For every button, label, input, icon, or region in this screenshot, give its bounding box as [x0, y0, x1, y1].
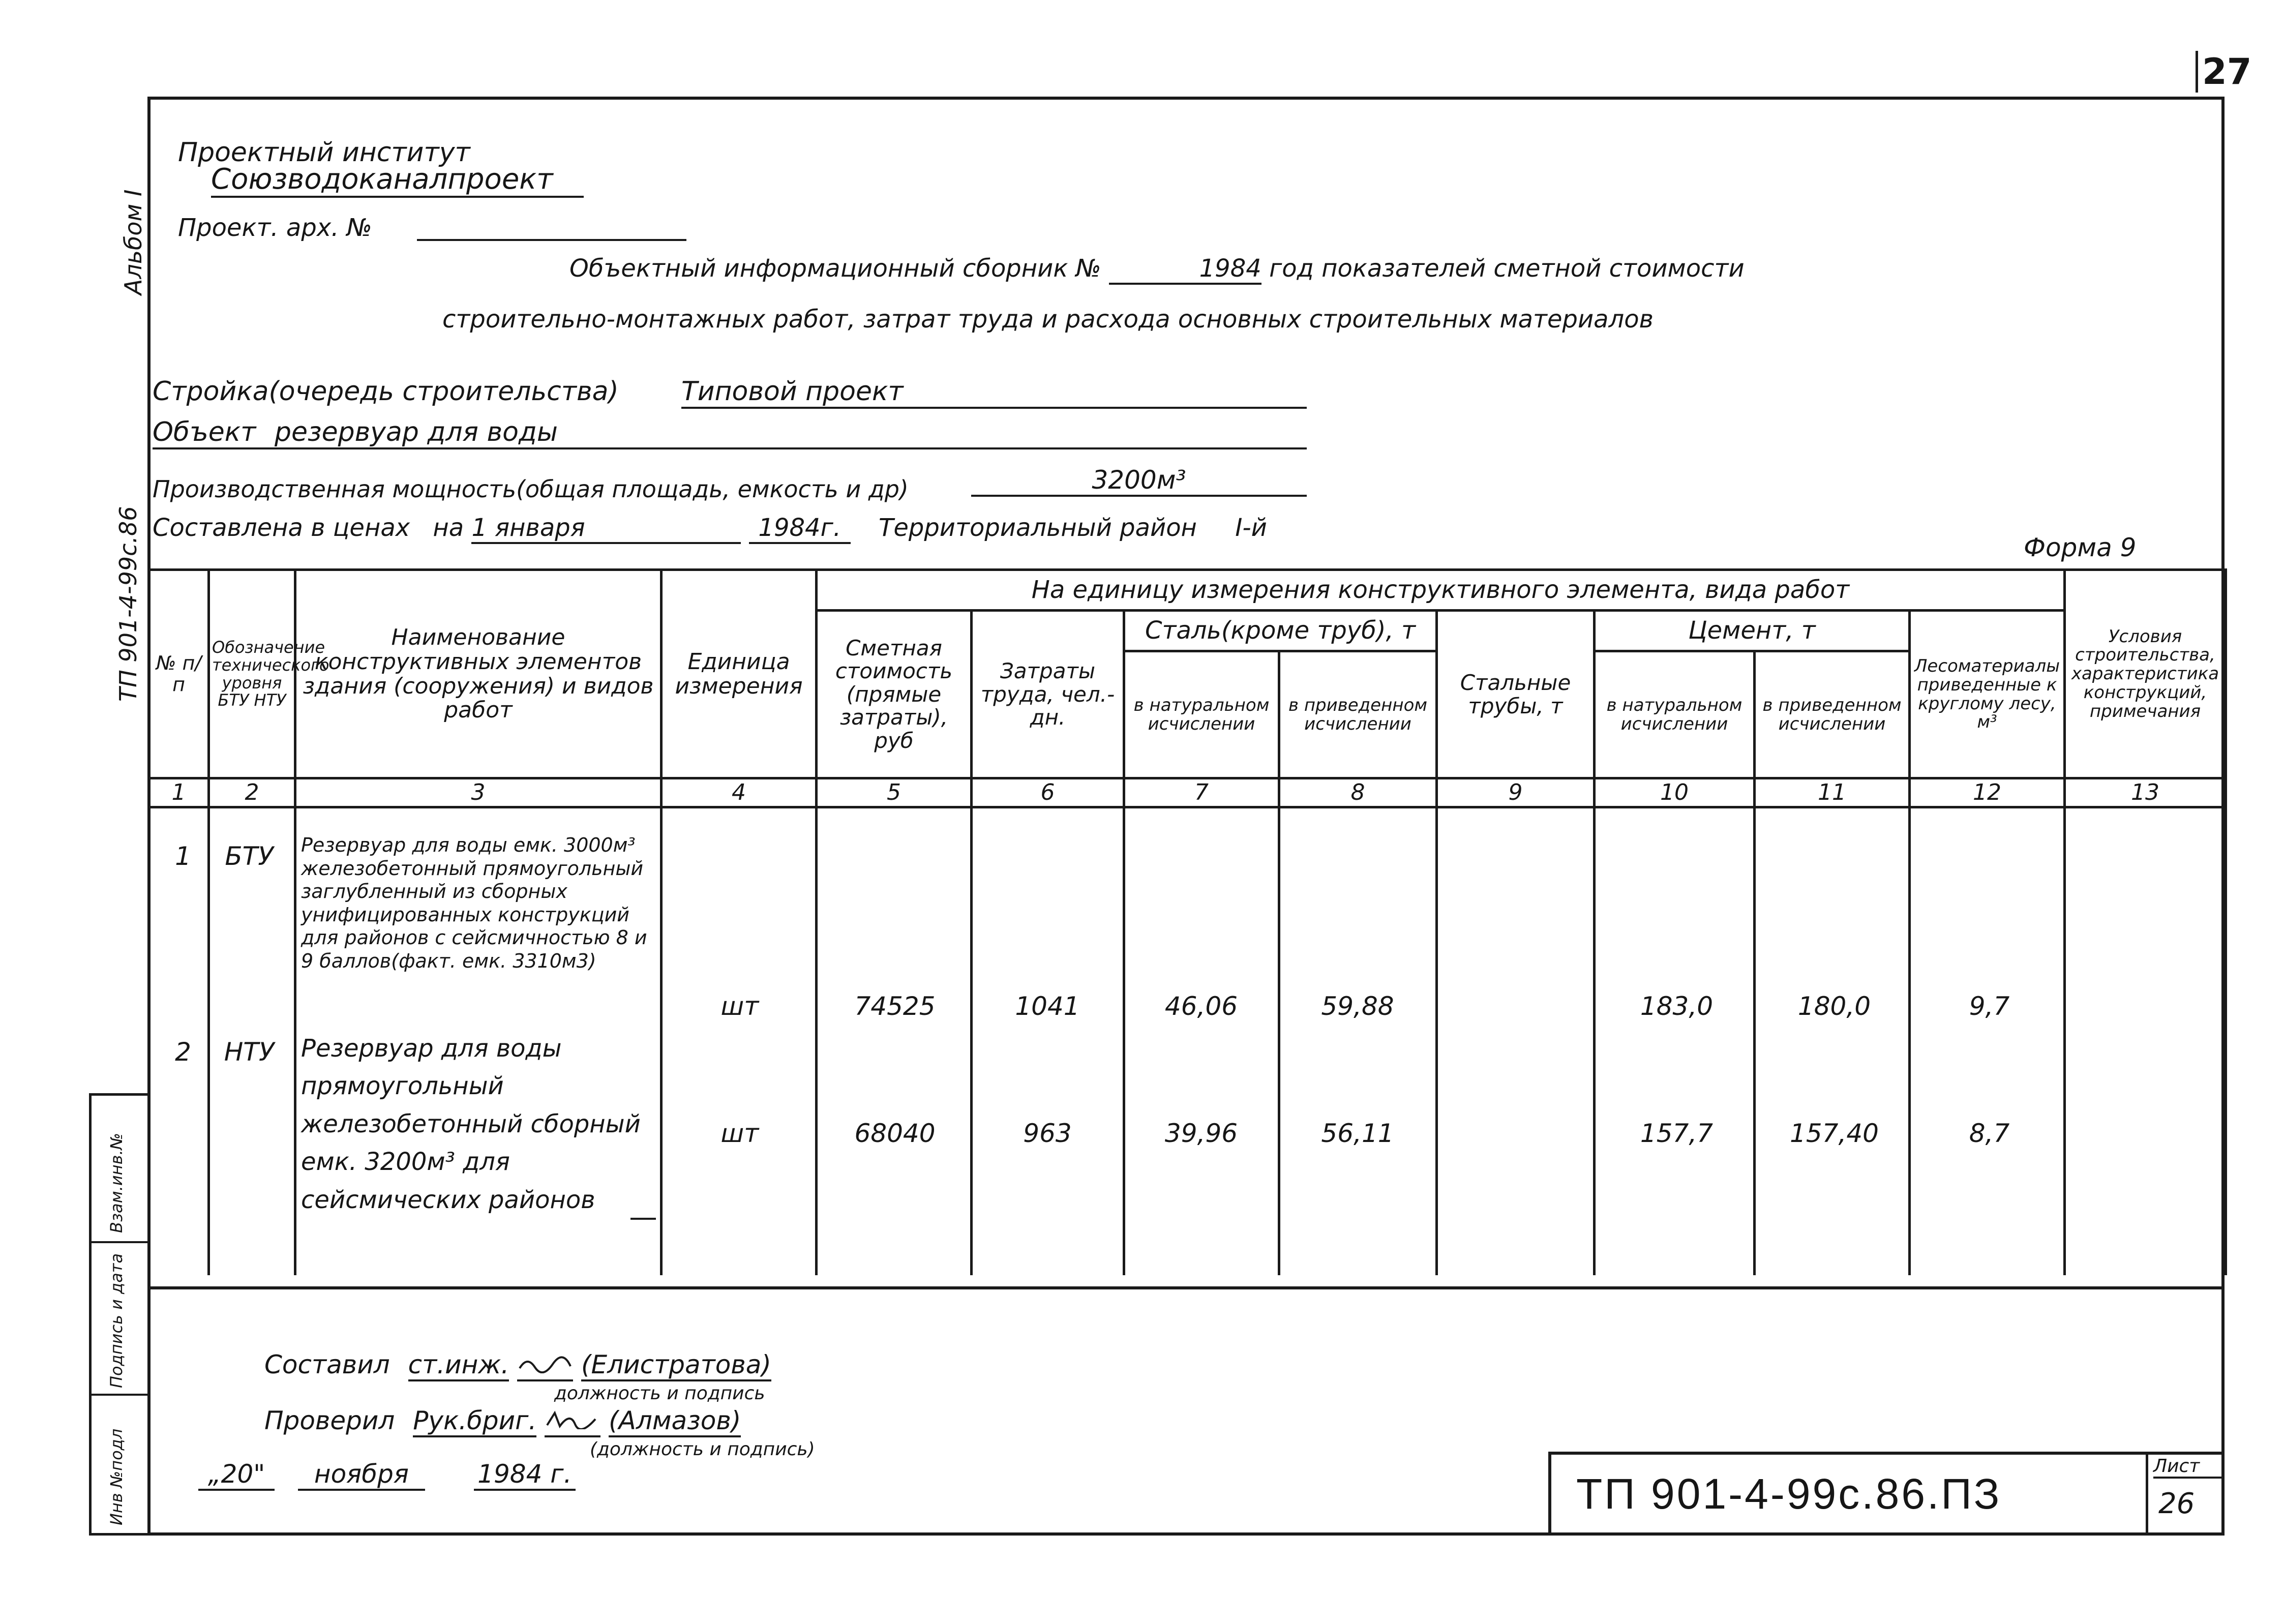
inv-podl-label: Инв №подл — [107, 1428, 126, 1525]
title-line-1 — [569, 254, 1745, 285]
side-cell-inv — [92, 1396, 147, 1536]
row1-designation: БТУ — [225, 841, 274, 871]
title-year: 1984 — [1109, 254, 1261, 285]
side-cell-podpis — [92, 1243, 147, 1396]
object-label: Объект — [153, 417, 256, 447]
row2-cement-red: 157,40 — [1790, 1119, 1879, 1148]
header-name: Наименование конструктивных элементов здания (сооружения) и видов работ — [295, 570, 662, 778]
row1-cement-nat: 183,0 — [1640, 991, 1714, 1021]
header-pipes: Стальные трубы, т — [1437, 611, 1595, 778]
archive-number-line — [417, 214, 686, 241]
row2-timber: 8,7 — [1969, 1119, 2010, 1148]
sheet-box — [2146, 1452, 2225, 1536]
col-num-4: 4 — [662, 778, 817, 807]
institute-name: Союзводоканалпроект — [211, 163, 584, 198]
row2-steel-red: 56,11 — [1321, 1119, 1394, 1148]
compiled-line — [264, 1350, 771, 1381]
body-col-13 — [2065, 807, 2226, 1275]
body-col-9 — [1437, 807, 1595, 1275]
checked-role: Рук.бриг. — [413, 1406, 536, 1437]
compiled-signature — [517, 1350, 573, 1381]
row1-cement-red: 180,0 — [1797, 991, 1871, 1021]
object-value: резервуар для воды — [274, 417, 558, 447]
col-num-8: 8 — [1279, 778, 1437, 807]
compiled-role: ст.инж. — [408, 1350, 509, 1381]
vzam-inv-label: Взам.инв.№ — [107, 1133, 126, 1233]
col-num-11: 11 — [1755, 778, 1910, 807]
form-label: Форма 9 — [2024, 533, 2137, 562]
prices-label: Составлена в ценах — [153, 514, 410, 542]
header-cement-nat: в натуральном исчислении — [1595, 651, 1755, 778]
stroika-value: Типовой проект — [681, 376, 1307, 409]
row2-name: Резервуар для воды прямоугольный железобетонный сборный емк. 3200м³ для сейсмических районов — [301, 1034, 641, 1214]
title-suffix: год показателей сметной стоимости — [1269, 254, 1745, 283]
col-num-7: 7 — [1124, 778, 1279, 807]
row1-unit: шт — [720, 991, 759, 1021]
row1-steel-red: 59,88 — [1321, 991, 1394, 1021]
side-stamp-strip — [89, 1093, 147, 1536]
row1-name: Резервуар для воды емк. 3000м³ железобетонный прямоугольный заглубленный из сборных унифицированных конструкций для районов с сейсмичностью 8 и 9 баллов(факт. емк. 3310м3) — [301, 834, 647, 972]
header-cement-group: Цемент, т — [1595, 611, 1910, 651]
vertical-doc-code: ТП 901-4-99с.86 — [114, 506, 142, 702]
compiled-caption: должность и подпись — [554, 1383, 765, 1404]
col-num-12: 12 — [1910, 778, 2065, 807]
col-num-10: 10 — [1595, 778, 1755, 807]
body-col-12 — [1910, 807, 2065, 1275]
row1-n: 1 — [175, 841, 191, 871]
territorial-value: I-й — [1235, 514, 1267, 542]
body-col-4 — [662, 807, 817, 1275]
prices-on: на — [433, 514, 464, 542]
col-num-1: 1 — [149, 778, 209, 807]
title-line-2: строительно-монтажных работ, затрат труда и расхода основных строительных материалов — [442, 305, 1654, 334]
date-day: „20" — [198, 1459, 275, 1491]
territorial-label: Территориальный район — [879, 514, 1197, 542]
institute-label: Проектный институт — [178, 137, 470, 168]
signature-separator — [147, 1286, 2225, 1289]
checked-label: Проверил — [264, 1406, 395, 1435]
row2-unit: шт — [720, 1119, 759, 1148]
sheet-label: Лист — [2153, 1456, 2222, 1479]
prices-date: 1 января — [471, 514, 741, 544]
body-col-7 — [1124, 807, 1279, 1275]
body-col-5 — [817, 807, 972, 1275]
row2-n: 2 — [175, 1037, 191, 1067]
header-steel-red: в приведенном исчислении — [1279, 651, 1437, 778]
capacity-value: 3200м³ — [971, 465, 1307, 497]
header-steel-group: Сталь(кроме труб), т — [1124, 611, 1437, 651]
podpis-data-label: Подпись и дата — [107, 1253, 126, 1388]
header-designation: Обозначение технического уровня БТУ НТУ — [209, 570, 295, 778]
capacity-label: Производственная мощность(общая площадь, емкость и др) — [153, 475, 909, 503]
col-num-6: 6 — [972, 778, 1124, 807]
checked-caption: (должность и подпись) — [590, 1439, 815, 1460]
archive-label: Проект. арх. № — [178, 214, 372, 242]
compiled-label: Составил — [264, 1350, 390, 1379]
row2-cement-nat: 157,7 — [1640, 1119, 1714, 1148]
date-year: 1984 г. — [474, 1459, 576, 1491]
name-col-divider — [630, 1218, 656, 1220]
checked-signature — [545, 1406, 600, 1437]
page-number: 27 — [2196, 51, 2251, 93]
sheet-number: 26 — [2158, 1487, 2195, 1520]
header-n: № п/п — [149, 570, 209, 778]
prices-year: 1984г. — [749, 514, 851, 544]
col-num-5: 5 — [817, 778, 972, 807]
header-cement-red: в приведенном исчислении — [1755, 651, 1910, 778]
body-col-10 — [1595, 807, 1755, 1275]
col-num-9: 9 — [1437, 778, 1595, 807]
header-conditions: Условия строительства, характеристика конструкций, примечания — [2065, 570, 2226, 778]
signature-mark-1-icon — [517, 1353, 573, 1373]
body-col-11 — [1755, 807, 1910, 1275]
signature-mark-2-icon — [545, 1409, 600, 1429]
body-col-8 — [1279, 807, 1437, 1275]
row1-steel-nat: 46,06 — [1164, 991, 1238, 1021]
col-num-3: 3 — [295, 778, 662, 807]
header-steel-nat: в натуральном исчислении — [1124, 651, 1279, 778]
header-unit: Единица измерения — [662, 570, 817, 778]
prices-line — [153, 514, 1267, 544]
date-month: ноября — [298, 1459, 425, 1491]
header-labor: Затраты труда, чел.-дн. — [972, 611, 1124, 778]
compiled-name: (Елистратова) — [581, 1350, 771, 1381]
row1-cost: 74525 — [854, 991, 936, 1021]
doc-code: ТП 901-4-99с.86.ПЗ — [1576, 1470, 2002, 1518]
body-col-6 — [972, 807, 1124, 1275]
row2-cost: 68040 — [854, 1119, 936, 1148]
row2-labor: 963 — [1023, 1119, 1072, 1148]
checked-name: (Алмазов) — [609, 1406, 741, 1437]
col-num-13: 13 — [2065, 778, 2226, 807]
header-cost: Сметная стоимость (прямые затраты), руб — [817, 611, 972, 778]
row2-designation: НТУ — [224, 1037, 275, 1067]
stroika-label: Стройка(очередь строительства) — [153, 376, 619, 407]
col-num-2: 2 — [209, 778, 295, 807]
row1-timber: 9,7 — [1969, 991, 2010, 1021]
row2-steel-nat: 39,96 — [1164, 1119, 1238, 1148]
sign-date — [198, 1459, 576, 1491]
title-prefix: Объектный информационный сборник № — [569, 254, 1101, 283]
row1-labor: 1041 — [1015, 991, 1080, 1021]
side-cell-vzam — [92, 1096, 147, 1243]
header-timber: Лесоматериалы приведенные к круглому лесу, м³ — [1910, 611, 2065, 778]
header-group: На единицу измерения конструктивного элемента, вида работ — [817, 570, 2065, 611]
object-line — [153, 417, 1307, 449]
checked-line — [264, 1406, 741, 1437]
album-label: Альбом I — [119, 189, 147, 295]
